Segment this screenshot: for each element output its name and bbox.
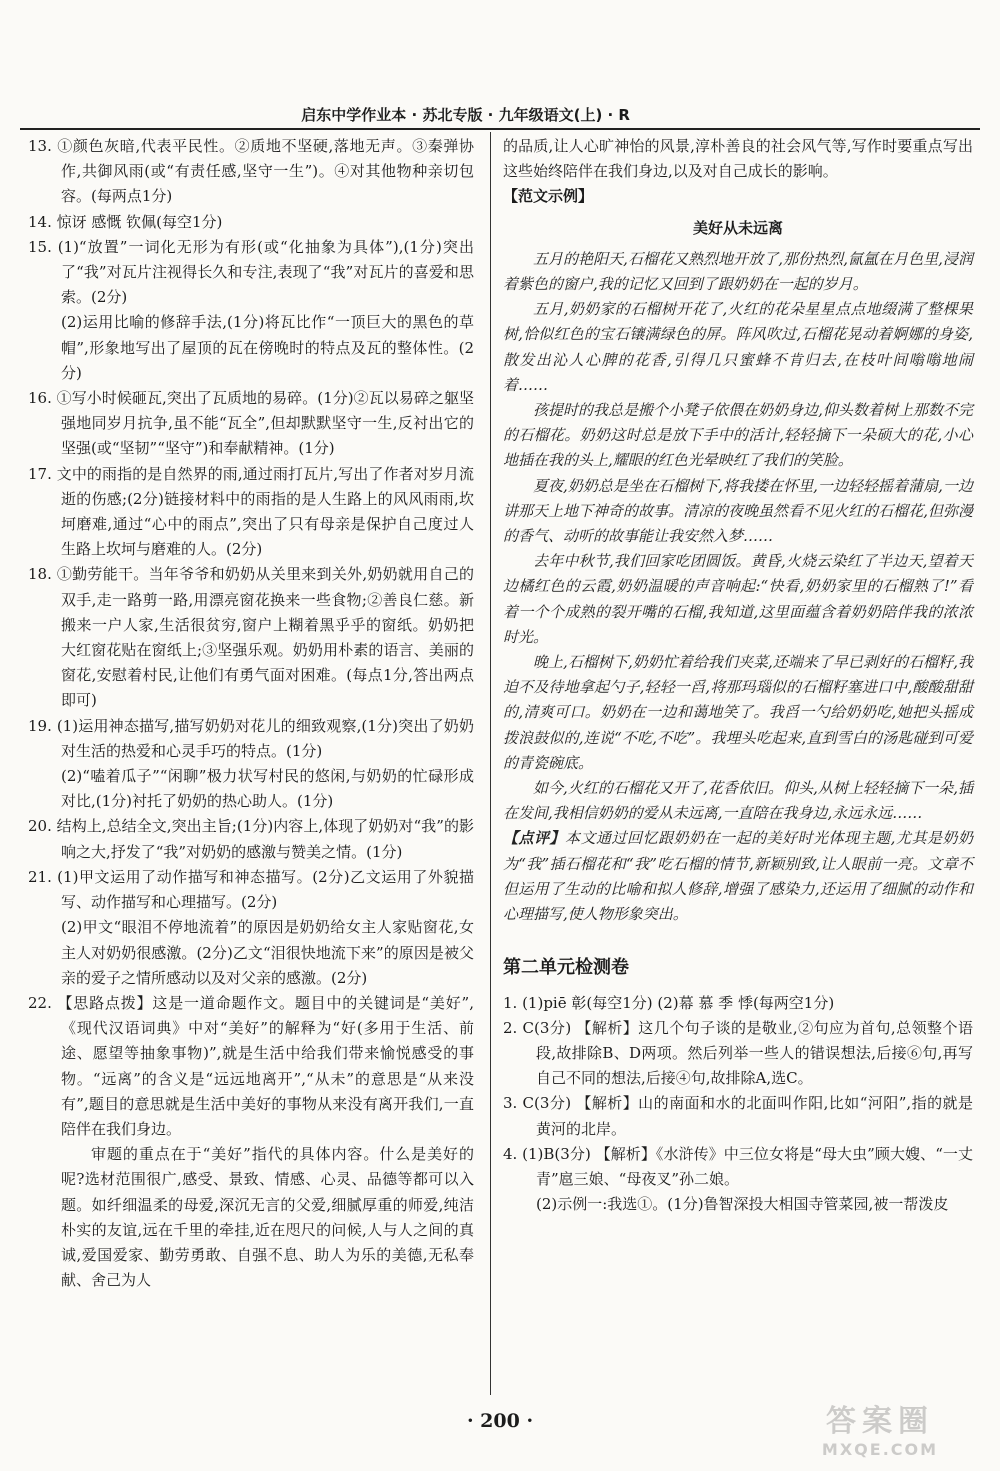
column-divider	[490, 132, 491, 1395]
left-column	[28, 134, 474, 1293]
answer-21-2: (2)甲文“眼泪不停地流着”的原因是奶奶给女主人家贴窗花,女主人对奶奶很感激。(2分)乙文“泪很快地流下来”的原因是被父亲的爱子之情所感动以及对父亲的感激。(2分)	[61, 918, 474, 987]
running-header: 启东中学作业本 · 苏北专版 · 九年级语文(上) · R	[301, 106, 630, 124]
comment-text: 本文通过回忆跟奶奶在一起的美好时光体现主题,尤其是奶奶为“我”插石榴花和“我”吃石榴的情节,新颖别致,让人眼前一亮。文章不但运用了生动的比喻和拟人修辞,增强了感染力,还运用了细腻的动作和心理描写,使人物形象突出。	[503, 829, 973, 924]
unit2-answer-3: 3. C(3分) 【解析】山的南面和水的北面叫作阳,比如“河阳”,指的就是黄河的北岸。	[503, 1094, 973, 1138]
essay-paragraph: 夏夜,奶奶总是坐在石榴树下,将我搂在怀里,一边轻轻摇着蒲扇,一边讲那天上地下神奇的故事。清凉的夜晚虽然看不见火红的石榴花,但弥漫的香气、动听的故事能让我安然入梦……	[503, 476, 973, 546]
answer-19-1: 19. (1)运用神态描写,描写奶奶对花儿的细致观察,(1分)突出了奶奶对生活的热爱和心灵手巧的特点。(1分)	[28, 716, 474, 760]
essay-paragraph: 孩提时的我总是搬个小凳子依偎在奶奶身边,仰头数着树上那数不完的石榴花。奶奶这时总是放下手中的活计,轻轻摘下一朵硕大的花,小心地插在我的头上,耀眼的红色光晕映红了我们的笑脸。	[503, 401, 973, 470]
watermark-text: 答案圈	[826, 1404, 934, 1439]
answer-19-2: (2)“嗑着瓜子”“闲聊”极力状写村民的悠闲,与奶奶的忙碌形成对比,(1分)衬托了奶奶的热心助人。(1分)	[61, 767, 474, 811]
sample-essay-body	[503, 247, 973, 827]
sample-essay-title: 美好从未远离	[692, 218, 783, 237]
sample-essay-label: 【范文示例】	[503, 187, 594, 206]
answer-22-analysis: 审题的重点在于“美好”指代的具体内容。什么是美好的呢?选材范围很广,感受、景致、情感、心灵、品德等都可以入题。如纤细温柔的母爱,深沉无言的父爱,细腻厚重的师爱,纯洁朴实的友谊,远在千里的牵挂,近在咫尺的问候,人与人之间的真诚,爱国爱家、勤劳勇敢、自强不息、助人为乐的美德,无私奉献、舍己为人	[61, 1145, 474, 1290]
unit2-answer-2: 2. C(3分) 【解析】这几个句子谈的是敬业,②句应为首句,总领整个语段,故排除B、D两项。然后列举一些人的错误想法,后接⑥句,再写自己不同的想法,后接④句,故排除A,选C。	[503, 1018, 973, 1088]
essay-paragraph: 去年中秋节,我们回家吃团圆饭。黄昏,火烧云染红了半边天,望着天边橘红色的云霞,奶奶温暖的声音响起:“快看,奶奶家里的石榴熟了!”看着一个个成熟的裂开嘴的石榴,我知道,这里面蕴含着奶奶陪伴我的浓浓时光。	[503, 552, 973, 646]
unit2-answer-4-1: 4. (1)B(3分) 【解析】《水浒传》中三位女将是“母大虫”顾大嫂、“一丈青”扈三娘、“母夜叉”孙二娘。	[503, 1144, 973, 1188]
answer-15-2: (2)运用比喻的修辞手法,(1分)将瓦比作“一顶巨大的黑色的草帽”,形象地写出了屋顶的瓦在傍晚时的特点及瓦的整体性。(2分)	[61, 313, 474, 382]
answer-21-1: 21. (1)甲文运用了动作描写和神态描写。(2分)乙文运用了外貌描写、动作描写和心理描写。(2分)	[28, 867, 474, 912]
essay-paragraph: 五月的艳阳天,石榴花又熟烈地开放了,那份热烈,氤氲在月色里,浸润着紫色的窗户,我的记忆又回到了跟奶奶在一起的岁月。	[503, 249, 973, 294]
watermark-url: MXQE.COM	[821, 1440, 939, 1459]
page-number: · 200 ·	[466, 1410, 534, 1432]
answer-22: 22. 【思路点拨】这是一道命题作文。题目中的关键词是“美好”,《现代汉语词典》中对“美好”的解释为“好(多用于生活、前途、愿望等抽象事物)”,就是生活中给我们带来愉悦感受的事物。“远离”的含义是“远远地离开”,“从未”的意思是“从来没有”,题目的意思就是生活中美好的事物从来没有离开我们,一直陪伴在我们身边。	[28, 993, 474, 1138]
answer-13: 13. ①颜色灰暗,代表平民性。②质地不坚硬,落地无声。③秦弹协作,共御风雨(或“有责任感,坚守一生”)。④对其他物种亲切包容。(每两点1分)	[28, 137, 474, 206]
answer-18: 18. ①勤劳能干。当年爷爷和奶奶从关里来到关外,奶奶就用自己的双手,走一路剪一路,用漂亮窗花换来一些食物;②善良仁慈。新搬来一户人家,生活很贫穷,窗户上糊着黑乎乎的窗纸。奶奶把大红窗花贴在窗纸上;③坚强乐观。奶奶用朴素的语言、美丽的窗花,安慰着村民,让他们有勇气面对困难。(每点1分,答出两点即可)	[28, 565, 474, 710]
comment-label: 【点评】	[503, 829, 566, 848]
answer-20: 20. 结构上,总结全文,突出主旨;(1分)内容上,体现了奶奶对“我”的影响之大,抒发了“我”对奶奶的感激与赞美之情。(1分)	[28, 817, 474, 861]
unit2-answer-1: 1. (1)piē 彰(每空1分) (2)幕 慕 季 悸(每两空1分)	[503, 993, 835, 1012]
answer-16: 16. ①写小时候砸瓦,突出了瓦质地的易碎。(1分)②瓦以易碎之躯坚强地同岁月抗争,虽不能“瓦全”,但却默默坚守一生,反衬出它的坚强(或“坚韧”“坚守”)和奉献精神。(1分)	[28, 389, 474, 458]
watermark-logo	[780, 1404, 980, 1464]
header-rule	[20, 128, 980, 130]
unit2-answer-4-2: (2)示例一:我选①。(1分)鲁智深投大相国寺管菜园,被一帮泼皮	[536, 1195, 949, 1214]
answer-14: 14. 惊讶 感慨 钦佩(每空1分)	[28, 212, 223, 231]
essay-paragraph: 晚上,石榴树下,奶奶忙着给我们夹菜,还端来了早已剥好的石榴籽,我迫不及待地拿起勺子,轻轻一舀,将那玛瑙似的石榴籽塞进口中,酸酸甜甜的,清爽可口。奶奶在一边和蔼地笑了。我舀一勺给奶奶吃,她把头摇成拨浪鼓似的,连说“不吃,不吃”。我埋头吃起来,直到雪白的汤匙碰到可爱的青瓷碗底。	[503, 653, 973, 772]
essay-paragraph: 五月,奶奶家的石榴树开花了,火红的花朵星星点点地缀满了整棵果树,恰似红色的宝石镶满绿色的屏。阵风吹过,石榴花晃动着婀娜的身姿,散发出沁人心脾的花香,引得几只蜜蜂不肯归去,在枝叶间嗡嗡地闹着……	[503, 300, 973, 394]
analysis-continuation: 的品质,让人心旷神怡的风景,淳朴善良的社会风气等,写作时要重点写出这些始终陪伴在我们身边,以及对自己成长的影响。	[503, 137, 973, 181]
right-column	[503, 134, 973, 1217]
answer-17: 17. 文中的雨指的是自然界的雨,通过雨打瓦片,写出了作者对岁月流逝的伤感;(2分)链接材料中的雨指的是人生路上的风风雨雨,坎坷磨难,通过“心中的雨点”,突出了只有母亲是保护自己度过人生路上坎坷与磨难的人。(2分)	[28, 464, 474, 559]
section-title: 第二单元检测卷	[503, 957, 629, 979]
answer-15-1: 15. (1)“放置”一词化无形为有形(或“化抽象为具体”),(1分)突出了“我”对瓦片注视得长久和专注,表现了“我”对瓦片的喜爱和思索。(2分)	[28, 237, 474, 307]
essay-paragraph: 如今,火红的石榴花又开了,花香依旧。仰头,从树上轻轻摘下一朵,插在发间,我相信奶奶的爱从未远离,一直陪在我身边,永远永远……	[503, 779, 973, 823]
essay-comment	[503, 826, 973, 927]
